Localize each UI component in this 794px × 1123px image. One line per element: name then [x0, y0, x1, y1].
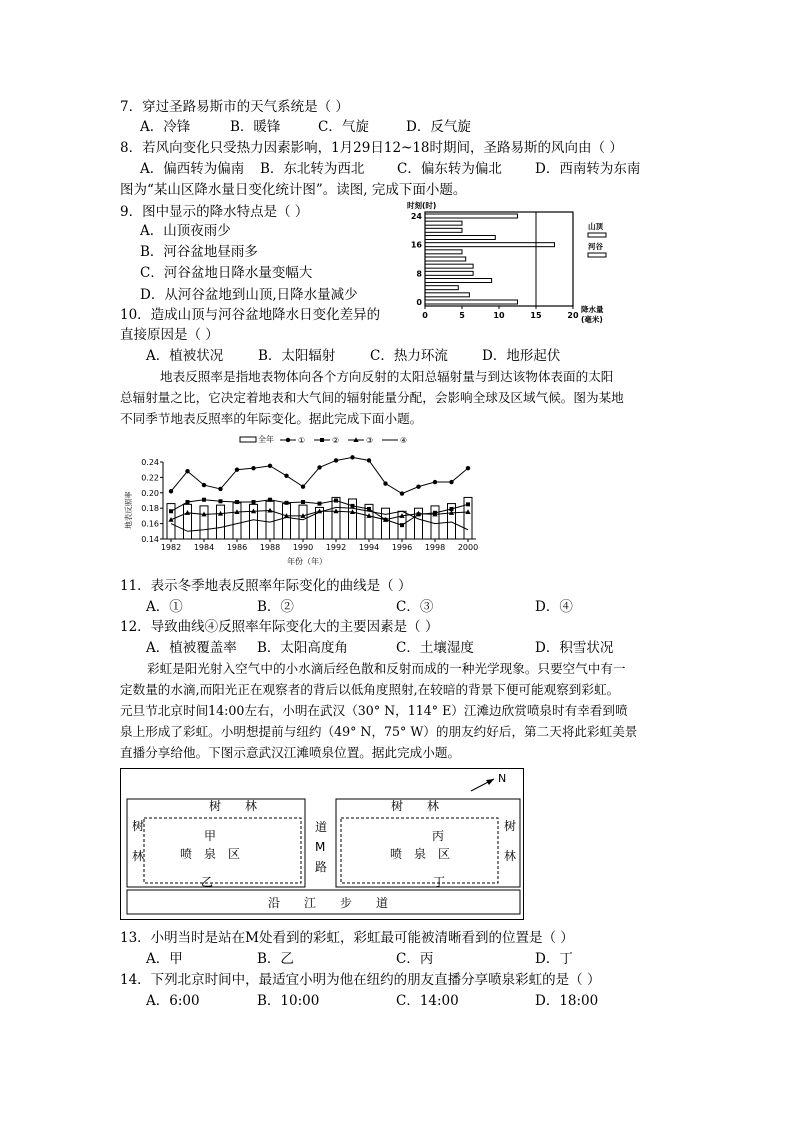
chart2-bar-annual	[283, 504, 291, 539]
q9-option-d[interactable]: D．从河谷盆地到山顶,日降水量减少	[140, 287, 358, 303]
chart1-bar	[425, 250, 462, 254]
q14-option-d[interactable]: D．18:00	[535, 993, 599, 1009]
chart1-bar	[425, 214, 518, 218]
q7-stem: 7．穿过圣路易斯市的天气系统是（ ）	[120, 99, 349, 115]
q14-options	[146, 992, 598, 1010]
q8-stem: 8．若风向变化只受热力因素影响，1月29日12~18时期间，圣路易斯的风向由（ ）	[120, 140, 623, 156]
chart2-ytick-label: 0.24	[141, 458, 159, 467]
chart2-bar-annual	[299, 505, 307, 539]
chart1-bar	[425, 236, 495, 240]
chart1-legend-mountaintop: 山顶	[588, 222, 603, 231]
q10-options	[146, 347, 560, 365]
chart2-point	[235, 468, 239, 472]
chart2-point	[301, 500, 305, 504]
q10-option-b[interactable]: B．太阳辐射	[258, 348, 336, 364]
passage2-line2: 总辐射量之比，它决定着地表和大气间的辐射能量分配，会影响全球及区域气候。图为某地	[120, 390, 624, 405]
chart1-xtick-label: 5	[459, 311, 465, 320]
q11-option-c[interactable]: C．③	[396, 599, 434, 615]
q14-option-b[interactable]: B．10:00	[257, 993, 320, 1009]
q7-option-c[interactable]: C．气旋	[318, 119, 369, 135]
chart1-bar	[425, 286, 458, 290]
chart2-xtick-label: 1986	[226, 543, 248, 552]
chart2-point	[202, 483, 206, 487]
q13-option-b[interactable]: B．乙	[257, 951, 294, 967]
chart2-ytick-label: 0.16	[141, 519, 159, 529]
chart2-xtick-label: 1994	[358, 543, 380, 552]
chart2-legend-annual: 全年	[258, 435, 274, 444]
chart2-point	[268, 498, 272, 502]
map-label-yi: 乙	[201, 875, 214, 889]
q10-option-c[interactable]: C．热力环流	[370, 348, 448, 364]
map-road-1: 道	[315, 820, 328, 834]
passage3-line2: 定数量的水滴,而阳光正在观察者的背后以低角度照射,在较暗的背景下便可能观察到彩虹。	[120, 682, 620, 697]
q10-option-d[interactable]: D．地形起伏	[482, 348, 561, 364]
intro-chart1: 图为“某山区降水量日变化统计图”。读图, 完成下面小题。	[120, 182, 467, 198]
q8-option-a[interactable]: A．偏西转为偏南	[140, 161, 245, 177]
q10-option-a[interactable]: A．植被状况	[146, 348, 224, 364]
chart1-xtick-label: 20	[567, 311, 579, 320]
map-tree-side-left-1: 树	[132, 819, 145, 833]
chart2-point	[449, 480, 453, 484]
passage3-line5: 直播分享给他。下图示意武汉江滩喷泉位置。据此完成小题。	[120, 745, 461, 760]
chart1-xtick-label: 10	[493, 311, 505, 320]
chart2-point	[169, 489, 173, 493]
map-tree-top-left: 树 林	[209, 799, 258, 813]
chart2-xtick-label: 1992	[325, 543, 347, 552]
chart2-point	[383, 481, 387, 485]
chart1-ytick-label: 24	[410, 212, 422, 221]
chart2-ytick-label: 0.22	[141, 473, 159, 483]
chart2-point	[466, 502, 470, 506]
chart2-ytick-label: 0.18	[141, 504, 159, 514]
chart1-xlabel-2: (毫米)	[581, 315, 603, 324]
chart2-point	[284, 474, 288, 478]
chart2-bar-annual	[266, 501, 274, 539]
chart2-point	[202, 498, 206, 502]
chart1-bar	[425, 279, 492, 283]
map-label-bing: 丙	[432, 829, 445, 843]
precipitation-chart	[395, 198, 620, 328]
chart1-bar	[425, 264, 473, 268]
fountain-map	[120, 768, 524, 920]
map-walkway: 沿 江 步 道	[268, 896, 389, 910]
q13-options	[146, 950, 573, 968]
map-fountain-right: 喷 泉 区	[390, 847, 451, 861]
chart2-bar-annual	[382, 508, 390, 539]
chart2-xtick-label: 1988	[259, 543, 281, 552]
q8-option-b[interactable]: B．东北转为西北	[260, 161, 365, 177]
chart2-legend-marker	[286, 438, 290, 442]
chart2-point	[301, 484, 305, 488]
q11-option-b[interactable]: B．②	[257, 599, 294, 615]
chart2-bar-annual	[233, 503, 241, 539]
chart1-bar	[425, 271, 473, 275]
chart1-ylabel: 时刻(时)	[407, 201, 437, 210]
map-label-jia: 甲	[204, 829, 217, 843]
chart2-point	[219, 499, 223, 503]
chart2-point	[400, 523, 404, 527]
chart2-point	[169, 509, 173, 513]
chart2-point	[251, 466, 255, 470]
chart2-point	[317, 465, 321, 469]
chart2-point	[466, 466, 470, 470]
passage3-line1: 彩虹是阳光射入空气中的小水滴后经色散和反射而成的一种光学现象。只要空气中有一	[147, 661, 626, 676]
map-tree-top-right: 树 林	[391, 799, 440, 813]
q9-option-c[interactable]: C．河谷盆地日降水量变幅大	[140, 265, 313, 281]
chart2-point	[350, 455, 354, 459]
map-north-label: N	[498, 772, 507, 785]
chart1-legend-valley-swatch	[588, 253, 606, 257]
q13-option-c[interactable]: C．丙	[396, 951, 434, 967]
chart2-xtick-label: 1982	[160, 543, 182, 552]
chart1-bar	[425, 243, 555, 247]
chart1-bar	[425, 300, 518, 304]
chart2-legend-label: ①	[298, 436, 306, 445]
chart1-bar	[425, 293, 469, 297]
map-tree-side-left-2: 林	[132, 849, 145, 863]
chart2-point	[318, 502, 322, 506]
q7-option-a[interactable]: A．冷锋	[140, 119, 191, 135]
albedo-chart	[118, 432, 488, 572]
q11-option-d[interactable]: D．④	[535, 599, 573, 615]
chart2-point	[268, 464, 272, 468]
chart1-ytick-label: 8	[416, 269, 422, 279]
chart2-point	[285, 501, 289, 505]
q8-option-c[interactable]: C．偏东转为偏北	[397, 161, 502, 177]
chart2-bar-annual	[332, 497, 340, 539]
chart2-point	[367, 507, 371, 511]
passage3-line3: 元旦节北京时间14:00左右，小明在武汉（30° N，114° E）江滩边欣赏喷泉时有幸看到喷	[120, 703, 628, 718]
map-tree-side-right-2: 林	[504, 849, 517, 863]
chart2-ytick-label: 0.14	[141, 535, 159, 544]
chart1-xlabel-1: 降水量	[581, 305, 604, 314]
q11-option-a[interactable]: A．①	[146, 599, 183, 615]
map-road-m: M	[315, 840, 326, 854]
chart2-bar-annual	[217, 505, 225, 539]
chart2-point	[416, 484, 420, 488]
passage3-line4: 泉上形成了彩虹。小明想提前与纽约（49° N，75° W）的朋友约好后，第二天将此彩虹美景	[120, 724, 638, 739]
passage2-line3: 不同季节地表反照率的年际变化。据此完成下面小题。	[120, 411, 423, 426]
chart1-ytick-label: 16	[410, 240, 422, 250]
chart2-bar-annual	[200, 506, 208, 539]
chart1-xtick-label: 15	[530, 311, 542, 320]
chart2-xtick-label: 1990	[292, 543, 314, 552]
q7-option-b[interactable]: B．暖锋	[230, 119, 281, 135]
chart2-point	[334, 499, 338, 503]
chart2-point	[367, 458, 371, 462]
chart1-bar	[425, 221, 462, 225]
q14-option-a[interactable]: A．6:00	[146, 993, 200, 1009]
q12-stem: 12．导致曲线④反照率年际变化大的主要因素是（ ）	[120, 619, 439, 635]
chart2-point	[218, 487, 222, 491]
chart1-legend-mountaintop-swatch	[588, 233, 606, 237]
chart1-bar	[425, 257, 466, 261]
chart2-point	[185, 469, 189, 473]
q7-option-d[interactable]: D．反气旋	[406, 119, 471, 135]
q9-stem: 9．图中显示的降水特点是（ ）	[120, 204, 309, 220]
q14-option-c[interactable]: C．14:00	[396, 993, 459, 1009]
chart1-ytick-label: 0	[416, 298, 422, 307]
map-tree-side-right-1: 树	[504, 819, 517, 833]
chart2-bar-annual	[184, 504, 192, 539]
chart2-series-line-1	[171, 457, 468, 493]
chart2-xtick-label: 1998	[424, 543, 446, 552]
q10-stem-line1: 10．造成山顶与河谷盆地降水日变化差异的	[120, 307, 381, 323]
chart2-point	[334, 458, 338, 462]
chart2-legend-label: ④	[400, 436, 408, 445]
map-road-2: 路	[315, 860, 328, 874]
q14-stem: 14．下列北京时间中，最适宜小明为他在纽约的朋友直播分享喷泉彩虹的是（ ）	[120, 972, 601, 988]
map-fountain-left: 喷 泉 区	[180, 847, 241, 861]
chart1-legend-valley: 河谷	[588, 242, 603, 251]
q11-options	[146, 598, 573, 616]
q12-option-d[interactable]: D．积雪状况	[535, 640, 614, 656]
chart2-point	[252, 500, 256, 504]
q8-options	[140, 160, 640, 178]
chart2-point	[186, 500, 190, 504]
chart1-bar	[425, 228, 462, 232]
q7-options	[140, 118, 471, 136]
chart2-point	[433, 480, 437, 484]
chart1-xtick-label: 0	[422, 311, 428, 320]
q13-option-a[interactable]: A．甲	[146, 951, 183, 967]
q12-option-b[interactable]: B．太阳高度角	[257, 640, 348, 656]
chart2-legend-label: ②	[332, 436, 340, 445]
chart2-ylabel: 地表反照率	[124, 491, 133, 529]
chart2-point	[351, 504, 355, 508]
chart2-point	[400, 491, 404, 495]
q10-stem-line2: 直接原因是（ ）	[120, 327, 219, 343]
q13-stem: 13．小明当时是站在M处看到的彩虹，彩虹最可能被清晰看到的位置是（ ）	[120, 930, 574, 946]
map-label-ding: 丁	[433, 875, 446, 889]
chart2-xtick-label: 1984	[193, 543, 215, 552]
q11-stem: 11．表示冬季地表反照率年际变化的曲线是（ ）	[120, 578, 412, 594]
chart2-legend-swatch-annual	[240, 437, 256, 442]
q9-option-b[interactable]: B．河谷盆地昼雨多	[140, 244, 258, 260]
q12-options	[146, 639, 613, 657]
q8-option-d[interactable]: D．西南转为东南	[535, 161, 641, 177]
q12-option-a[interactable]: A．植被覆盖率	[146, 640, 237, 656]
chart2-legend-label: ③	[366, 436, 374, 445]
passage2-line1: 地表反照率是指地表物体向各个方向反射的太阳总辐射量与到达该物体表面的太阳	[160, 369, 614, 384]
chart2-point	[235, 500, 239, 504]
q9-option-a[interactable]: A．山顶夜雨少	[140, 223, 231, 239]
chart2-legend-marker	[320, 438, 324, 442]
q12-option-c[interactable]: C．土壤湿度	[396, 640, 474, 656]
chart2-xlabel: 年份（年）	[287, 557, 327, 566]
q13-option-d[interactable]: D．丁	[535, 951, 573, 967]
chart2-ytick-label: 0.20	[141, 488, 159, 498]
chart2-xtick-label: 1996	[391, 543, 413, 552]
chart2-xtick-label: 2000	[457, 543, 479, 552]
